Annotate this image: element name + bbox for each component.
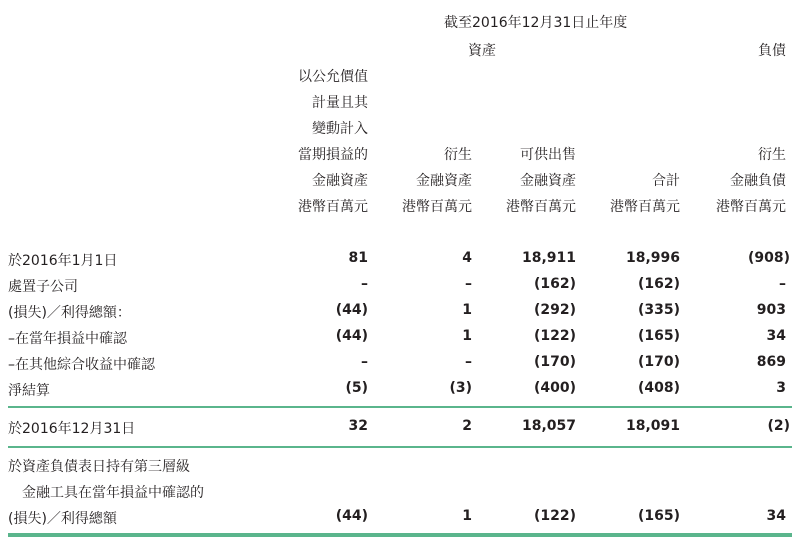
header-line: 可供出售 (520, 147, 576, 163)
header-line: 港幣百萬元 (506, 199, 576, 215)
header-line: 金融資產 (416, 173, 472, 189)
header-line: 港幣百萬元 (610, 199, 680, 215)
footer-values-row (0, 508, 800, 534)
table-row (0, 354, 800, 380)
cell-fvtpl: – (361, 354, 368, 370)
header-line: 港幣百萬元 (402, 199, 472, 215)
closing-row (0, 418, 800, 444)
row-label: –在當年損益中確認 (8, 331, 127, 347)
cell-fvtpl: (44) (335, 508, 368, 524)
row-label: 淨結算 (8, 383, 50, 399)
liabilities-heading: 負債 (758, 43, 786, 59)
cell-derivative-assets: 1 (462, 328, 472, 344)
cell-afs-assets: (122) (533, 328, 576, 344)
cell-fvtpl: – (361, 276, 368, 292)
footer-label-line: 於資產負債表日持有第三層級 (8, 459, 190, 475)
cell-derivative-assets: 4 (462, 250, 472, 266)
cell-total: (165) (637, 508, 680, 524)
cell-derivative-liabilities: 869 (756, 354, 786, 370)
cell-derivative-assets: – (465, 276, 472, 292)
cell-afs-assets: (400) (533, 380, 576, 396)
cell-total: (408) (637, 380, 680, 396)
cell-fvtpl: 81 (348, 250, 368, 266)
cell-derivative-assets: 1 (462, 302, 472, 318)
cell-total: (165) (637, 328, 680, 344)
cell-derivative-liabilities: 34 (766, 328, 786, 344)
header-line: 金融資產 (312, 173, 368, 189)
period-heading: 截至2016年12月31日止年度 (444, 15, 628, 31)
cell-derivative-liabilities: (2) (767, 418, 790, 434)
cell-derivative-liabilities: 3 (776, 380, 786, 396)
header-line: 港幣百萬元 (298, 199, 368, 215)
row-label: 於2016年12月31日 (8, 421, 136, 437)
cell-afs-assets: 18,911 (521, 250, 576, 266)
cell-derivative-liabilities: 903 (756, 302, 786, 318)
header-line: 金融資產 (520, 173, 576, 189)
assets-heading: 資產 (468, 43, 496, 59)
cell-fvtpl: (44) (335, 328, 368, 344)
header-line: 以公允價值 (298, 69, 368, 85)
cell-total: (335) (637, 302, 680, 318)
header-line: 變動計入 (312, 121, 368, 137)
cell-afs-assets: 18,057 (521, 418, 576, 434)
cell-fvtpl: (5) (345, 380, 368, 396)
cell-derivative-assets: (3) (449, 380, 472, 396)
footer-rule (8, 533, 792, 537)
row-label: 處置子公司 (8, 279, 78, 295)
cell-derivative-assets: 2 (462, 418, 472, 434)
cell-total: (170) (637, 354, 680, 370)
table-row (0, 302, 800, 328)
header-line: 金融負債 (730, 173, 786, 189)
table-row (0, 250, 800, 276)
footer-label-line: (損失)／利得總額 (8, 511, 117, 527)
cell-afs-assets: (170) (533, 354, 576, 370)
closing-rule (8, 446, 792, 448)
table-row (0, 380, 800, 406)
row-label: 於2016年1月1日 (8, 253, 118, 269)
footer-label-line: 金融工具在當年損益中確認的 (22, 485, 204, 501)
row-label: –在其他綜合收益中確認 (8, 357, 155, 373)
cell-afs-assets: (162) (533, 276, 576, 292)
row-label: (損失)／利得總額： (8, 305, 131, 321)
cell-fvtpl: (44) (335, 302, 368, 318)
cell-fvtpl: 32 (348, 418, 368, 434)
subtotal-rule (8, 406, 792, 408)
header-line: 港幣百萬元 (716, 199, 786, 215)
header-line: 當期損益的 (298, 147, 368, 163)
cell-afs-assets: (292) (533, 302, 576, 318)
cell-derivative-liabilities: (908) (747, 250, 790, 266)
header-line: 計量且其 (312, 95, 368, 111)
cell-derivative-liabilities: – (779, 276, 786, 292)
header-line: 合計 (652, 173, 680, 189)
header-line: 衍生 (758, 147, 786, 163)
table-row (0, 328, 800, 354)
cell-derivative-liabilities: 34 (766, 508, 786, 524)
header-line: 衍生 (444, 147, 472, 163)
cell-total: 18,996 (625, 250, 680, 266)
cell-derivative-assets: 1 (462, 508, 472, 524)
cell-derivative-assets: – (465, 354, 472, 370)
cell-total: 18,091 (625, 418, 680, 434)
table-row (0, 276, 800, 302)
cell-afs-assets: (122) (533, 508, 576, 524)
cell-total: (162) (637, 276, 680, 292)
